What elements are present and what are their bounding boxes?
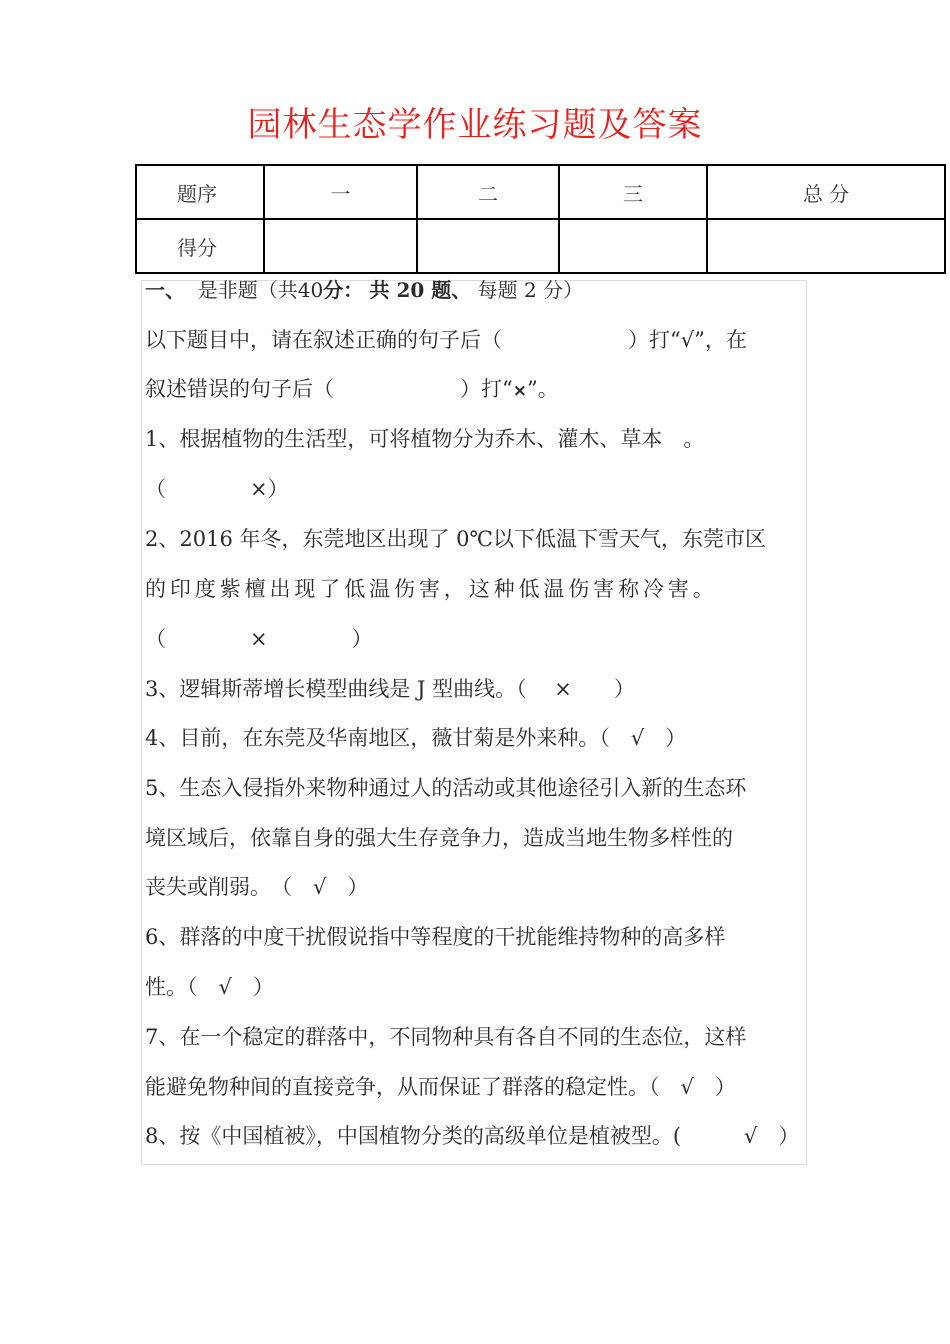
score-table: [135, 164, 946, 274]
question-line: 7、在一个稳定的群落中，不同物种具有各自不同的生态位，这样: [145, 1025, 747, 1049]
answer-line: （ × ）: [145, 627, 373, 651]
question-line: 5、生态入侵指外来物种通过人的活动或其他途径引入新的生态环: [145, 776, 747, 800]
instruction-line: [145, 374, 805, 406]
instruction-line: 以下题目中，请在叙述正确的句子后（ ）打“√”，在: [145, 328, 747, 352]
question-line: [145, 424, 805, 454]
answer-line: （ ×）: [145, 477, 289, 501]
score-table-score-row: [136, 219, 945, 273]
section-heading: [145, 275, 805, 305]
score-header-cell: 一: [264, 165, 417, 219]
question-line: 丧失或削弱。 （ √ ）: [145, 875, 369, 899]
section-unit: 分：: [323, 278, 364, 302]
score-row-label: 得分: [136, 219, 264, 273]
section-heading-text: 是非题（共: [197, 278, 298, 302]
instruction-text: 叙述错误的句子后（ ）打“: [145, 377, 513, 401]
cross-mark: ×: [512, 381, 527, 401]
score-header-cell: 三: [559, 165, 707, 219]
score-header-cell: 题序: [136, 165, 264, 219]
question-line: 能避免物种间的直接竞争，从而保证了群落的稳定性。（ √ ）: [145, 1075, 736, 1099]
score-header-cell: 二: [417, 165, 559, 219]
question-line: 性。（ √ ）: [145, 975, 274, 999]
score-cell[interactable]: [707, 219, 945, 273]
question-text: 1、根据植物的生活型，可将植物分为乔木、灌木、草本 。: [145, 427, 705, 451]
score-cell[interactable]: [417, 219, 559, 273]
score-table-header-row: [136, 165, 945, 219]
score-header-cell: 总 分: [707, 165, 945, 219]
question-line: 境区域后，依靠自身的强大生存竞争力，造成当地生物多样性的: [145, 826, 733, 850]
section-count: 共 20 题、: [369, 278, 472, 302]
question-line: 的印度紫檀出现了低温伤害，这种低温伤害称冷害。: [145, 577, 718, 601]
document-title: 园林生态学作业练习题及答案: [247, 105, 703, 145]
question-line: 3、逻辑斯蒂增长模型曲线是 J 型曲线。（ × ）: [145, 677, 635, 701]
score-cell[interactable]: [559, 219, 707, 273]
question-line: 8、按《中国植被》，中国植物分类的高级单位是植被型。( √ ）: [145, 1124, 800, 1148]
question-line: 4、目前，在东莞及华南地区，薇甘菊是外来种。（ √ ）: [145, 726, 687, 750]
score-cell[interactable]: [264, 219, 417, 273]
section-number: 一、: [145, 278, 185, 302]
question-line: 6、群落的中度干扰假说指中等程度的干扰能维持物种的高多样: [145, 925, 726, 949]
section-each: 每题 2 分）: [477, 278, 584, 302]
instruction-text: ”。: [526, 377, 559, 401]
question-line: 2、2016 年冬，东莞地区出现了 0℃以下低温下雪天气，东莞市区: [145, 527, 767, 551]
section-points: 40: [297, 278, 324, 302]
